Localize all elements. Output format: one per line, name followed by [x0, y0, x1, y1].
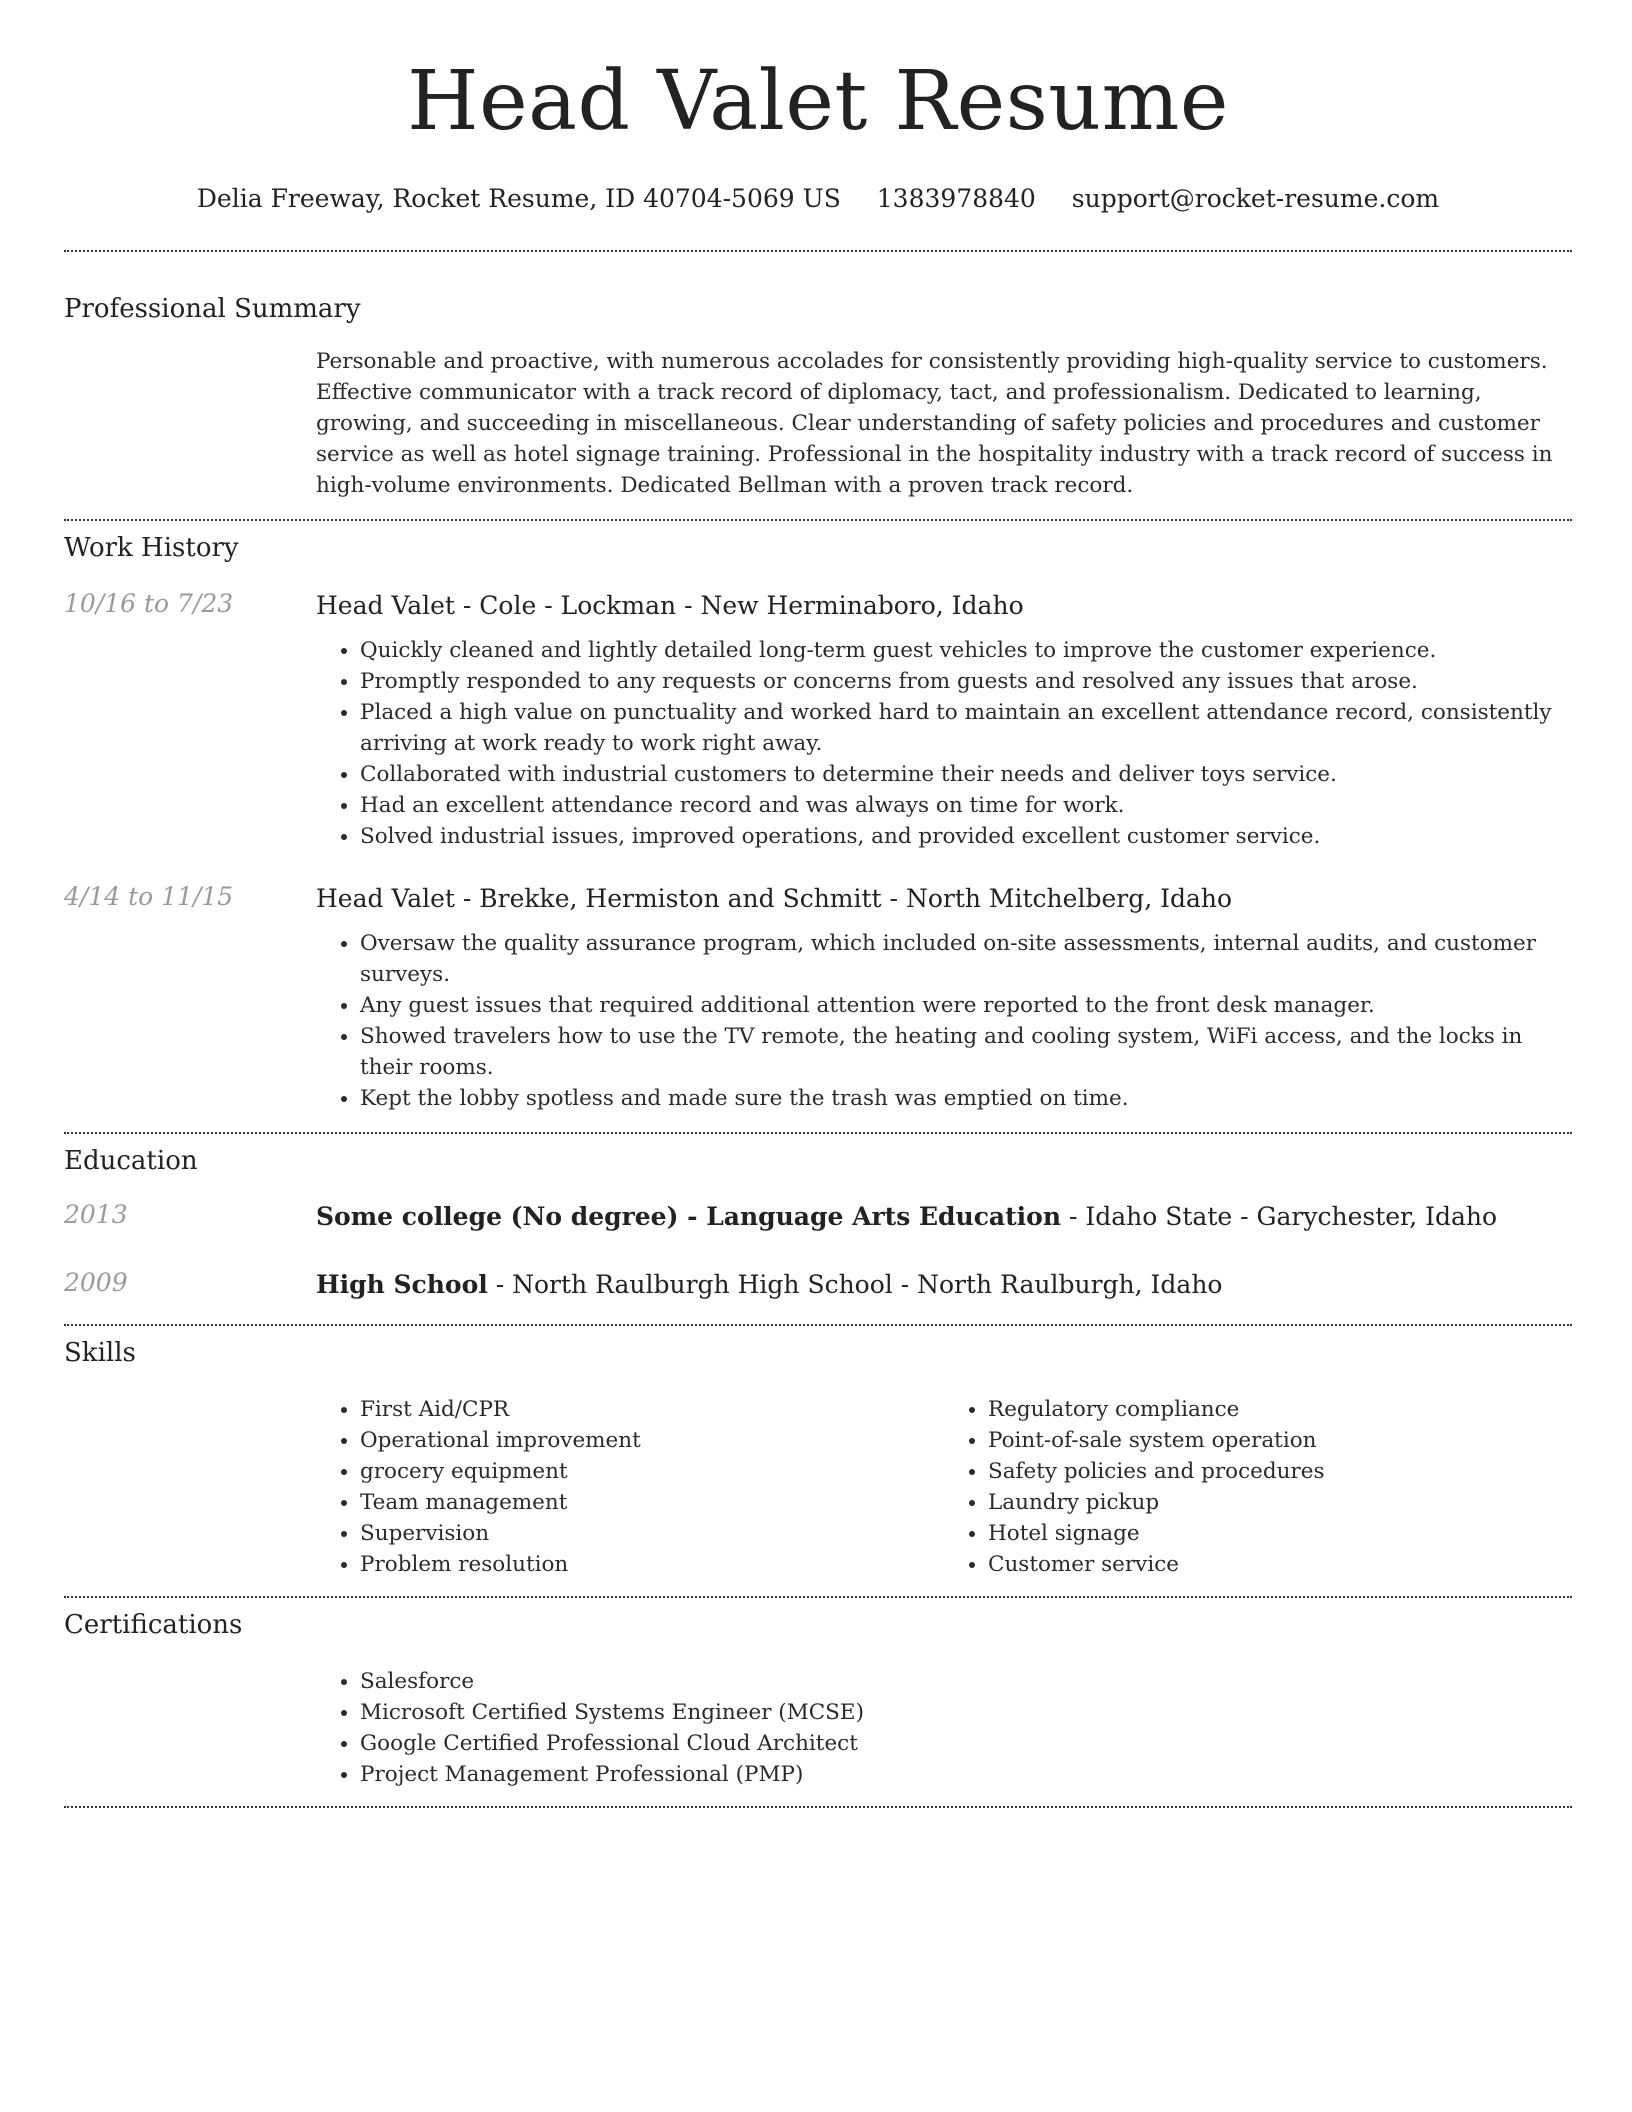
skills-section	[64, 1338, 1572, 1580]
work-history-heading: Work History	[64, 533, 239, 563]
skill-item: • Safety policies and procedures	[988, 1456, 1572, 1487]
certifications-list	[316, 1666, 1572, 1790]
job-bullets	[316, 928, 1572, 1114]
list-item: • Quickly cleaned and lightly detailed long-term guest vehicles to improve the customer experience.	[360, 635, 1572, 666]
education-school: - North Raulburgh High School - North Raulburgh, Idaho	[487, 1270, 1223, 1299]
job-bullets	[316, 635, 1572, 852]
job-dates: 10/16 to 7/23	[64, 589, 234, 618]
certification-item: • Microsoft Certified Systems Engineer (MCSE)	[360, 1697, 1572, 1728]
education-degree: High School	[316, 1270, 488, 1299]
skill-item: • Laundry pickup	[988, 1487, 1572, 1518]
education-year: 2009	[64, 1268, 128, 1297]
list-item: • Solved industrial issues, improved operations, and provided excellent customer service.	[360, 821, 1572, 852]
skill-item: • Operational improvement	[360, 1425, 944, 1456]
list-item: • Showed travelers how to use the TV remote, the heating and cooling system, WiFi access, and the locks in their rooms.	[360, 1021, 1572, 1083]
skill-item: • First Aid/CPR	[360, 1394, 944, 1425]
skills-list-left	[316, 1394, 944, 1580]
list-item: • Collaborated with industrial customers to determine their needs and deliver toys service.	[360, 759, 1572, 790]
skills-list-right	[944, 1394, 1572, 1580]
skill-item: • Customer service	[988, 1549, 1572, 1580]
job-dates: 4/14 to 11/15	[64, 882, 234, 911]
job-entry	[64, 589, 1572, 852]
education-section	[64, 1146, 1572, 1302]
certifications-heading: Certifications	[64, 1610, 243, 1640]
education-year: 2013	[64, 1200, 128, 1229]
summary-section	[64, 294, 1572, 501]
education-degree: Some college (No degree) - Language Arts Education	[316, 1202, 1062, 1231]
divider	[64, 1806, 1572, 1808]
job-title: Head Valet - Brekke, Hermiston and Schmitt - North Mitchelberg, Idaho	[316, 884, 1233, 913]
divider	[64, 1324, 1572, 1326]
certification-item: • Google Certified Professional Cloud Architect	[360, 1728, 1572, 1759]
contact-phone: 1383978840	[876, 184, 1036, 213]
skill-item: • grocery equipment	[360, 1456, 944, 1487]
certifications-section	[64, 1610, 1572, 1790]
list-item: • Had an excellent attendance record and was always on time for work.	[360, 790, 1572, 821]
skill-item: • Team management	[360, 1487, 944, 1518]
resume-page	[64, 0, 1572, 1808]
divider	[64, 519, 1572, 521]
education-entry	[64, 1268, 1572, 1302]
divider	[64, 250, 1572, 252]
list-item: • Oversaw the quality assurance program, which included on-site assessments, internal audits, and customer surveys.	[360, 928, 1572, 990]
list-item: • Promptly responded to any requests or concerns from guests and resolved any issues that arose.	[360, 666, 1572, 697]
list-item: • Kept the lobby spotless and made sure the trash was emptied on time.	[360, 1083, 1572, 1114]
skills-heading: Skills	[64, 1338, 136, 1368]
job-entry	[64, 882, 1572, 1114]
education-school: - Idaho State - Garychester, Idaho	[1061, 1202, 1498, 1231]
job-title: Head Valet - Cole - Lockman - New Herminaboro, Idaho	[316, 591, 1024, 620]
divider	[64, 1596, 1572, 1598]
contact-line	[64, 182, 1572, 216]
list-item: • Placed a high value on punctuality and worked hard to maintain an excellent attendance record, consistently arriving at work ready to work right away.	[360, 697, 1572, 759]
skill-item: • Point-of-sale system operation	[988, 1425, 1572, 1456]
list-item: • Any guest issues that required additional attention were reported to the front desk manager.	[360, 990, 1572, 1021]
education-heading: Education	[64, 1146, 198, 1176]
skill-item: • Hotel signage	[988, 1518, 1572, 1549]
skill-item: • Problem resolution	[360, 1549, 944, 1580]
skill-item: • Regulatory compliance	[988, 1394, 1572, 1425]
contact-address: Delia Freeway, Rocket Resume, ID 40704-5069 US	[196, 184, 841, 213]
education-entry	[64, 1200, 1572, 1234]
summary-text: Personable and proactive, with numerous accolades for consistently providing high-quality service to customers. Effective communicator with a track record of diplomacy, tact, and professionalism. Dedicated to learning, growing, and succeeding in miscellaneous. Clear understanding of safety policies and procedures and customer service as well as hotel signage training. Professional in the hospitality industry with a track record of success in high-volume environments. Dedicated Bellman with a proven track record.	[316, 349, 1553, 498]
divider	[64, 1132, 1572, 1134]
skill-item: • Supervision	[360, 1518, 944, 1549]
contact-email: support@rocket-resume.com	[1071, 184, 1440, 213]
certification-item: • Project Management Professional (PMP)	[360, 1759, 1572, 1790]
certification-item: • Salesforce	[360, 1666, 1572, 1697]
summary-heading: Professional Summary	[64, 294, 361, 324]
resume-title: Head Valet Resume	[407, 54, 1229, 149]
work-history-section	[64, 533, 1572, 1114]
